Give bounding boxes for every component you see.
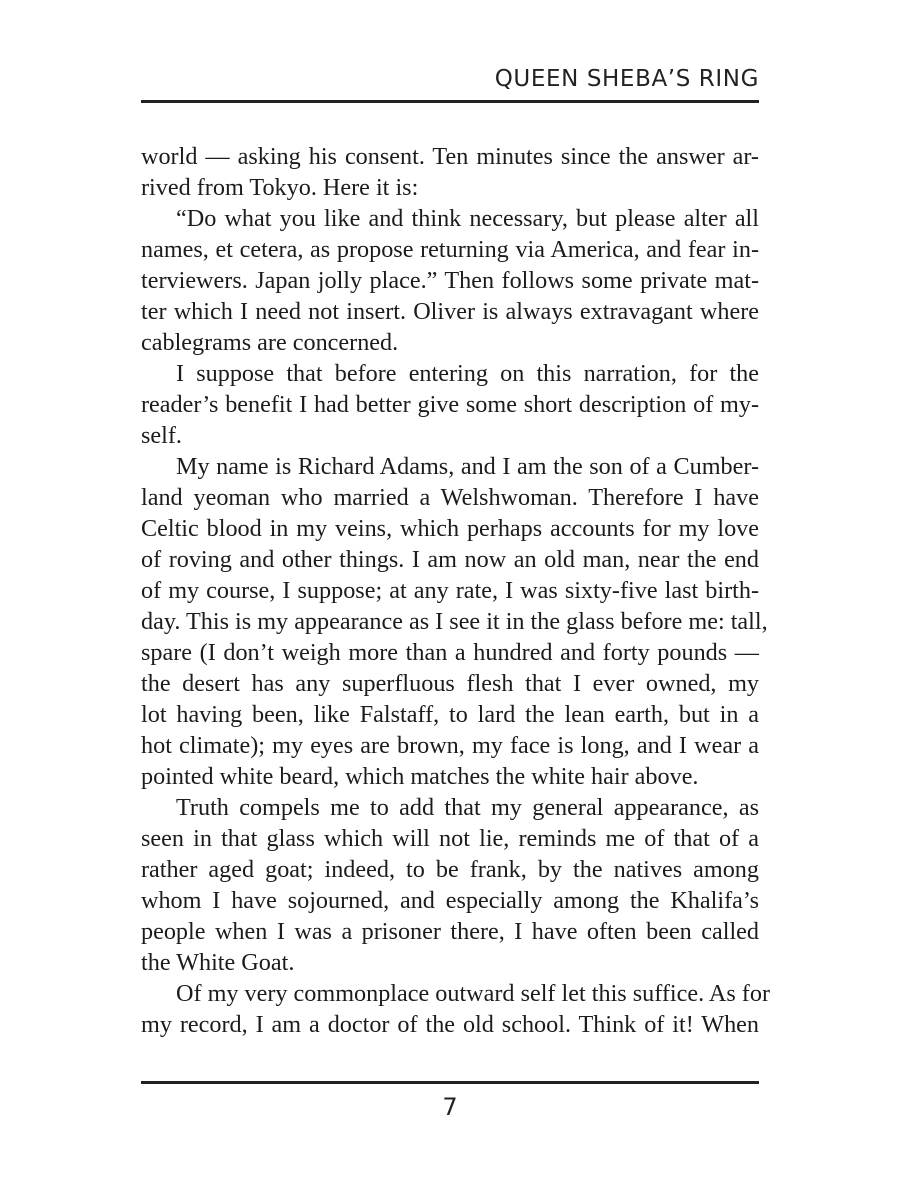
page-body bbox=[141, 141, 771, 1040]
footer-rule bbox=[141, 1081, 759, 1084]
text-line: seen in that glass which will not lie, reminds me of that of a bbox=[141, 825, 759, 852]
text-line: my record, I am a doctor of the old school. Think of it! When bbox=[141, 1011, 759, 1038]
text-line: Truth compels me to add that my general appearance, as bbox=[176, 794, 759, 821]
text-line: spare (I don’t weigh more than a hundred and forty pounds — bbox=[141, 639, 759, 666]
text-line: rather aged goat; indeed, to be frank, by the natives among bbox=[141, 856, 759, 883]
text-line: ter which I need not insert. Oliver is always extravagant where bbox=[141, 298, 759, 325]
text-line: of roving and other things. I am now an old man, near the end bbox=[141, 546, 759, 573]
text-line: cablegrams are concerned. bbox=[141, 329, 399, 356]
text-line: world — asking his consent. Ten minutes since the answer ar- bbox=[141, 143, 759, 170]
running-title: QUEEN SHEBA’S RING bbox=[494, 66, 759, 92]
text-line: lot having been, like Falstaff, to lard the lean earth, but in a bbox=[141, 701, 759, 728]
text-line: land yeoman who married a Welshwoman. Therefore I have bbox=[141, 484, 759, 511]
text-line: the desert has any superfluous flesh that I ever owned, my bbox=[141, 670, 759, 697]
page-number: 7 bbox=[442, 1093, 458, 1121]
text-line: pointed white beard, which matches the white hair above. bbox=[141, 763, 699, 790]
text-line: day. This is my appearance as I see it in the glass before me: tall, bbox=[141, 608, 768, 635]
text-line: self. bbox=[141, 422, 182, 449]
text-line: Of my very commonplace outward self let this suffice. As for bbox=[176, 980, 771, 1007]
text-line: “Do what you like and think necessary, but please alter all bbox=[176, 205, 759, 232]
text-line: hot climate); my eyes are brown, my face is long, and I wear a bbox=[141, 732, 759, 759]
text-line: people when I was a prisoner there, I have often been called bbox=[141, 918, 759, 945]
text-line: My name is Richard Adams, and I am the son of a Cumber- bbox=[176, 453, 759, 480]
text-line: rived from Tokyo. Here it is: bbox=[141, 174, 419, 201]
text-line: I suppose that before entering on this narration, for the bbox=[176, 360, 759, 387]
text-line: Celtic blood in my veins, which perhaps accounts for my love bbox=[141, 515, 759, 542]
text-line: whom I have sojourned, and especially among the Khalifa’s bbox=[141, 887, 759, 914]
text-line: names, et cetera, as propose returning via America, and fear in- bbox=[141, 236, 759, 263]
text-line: the White Goat. bbox=[141, 949, 295, 976]
text-line: reader’s benefit I had better give some short description of my- bbox=[141, 391, 759, 418]
text-line: terviewers. Japan jolly place.” Then follows some private mat- bbox=[141, 267, 759, 294]
header-rule bbox=[141, 100, 759, 103]
text-line: of my course, I suppose; at any rate, I was sixty-five last birth- bbox=[141, 577, 759, 604]
